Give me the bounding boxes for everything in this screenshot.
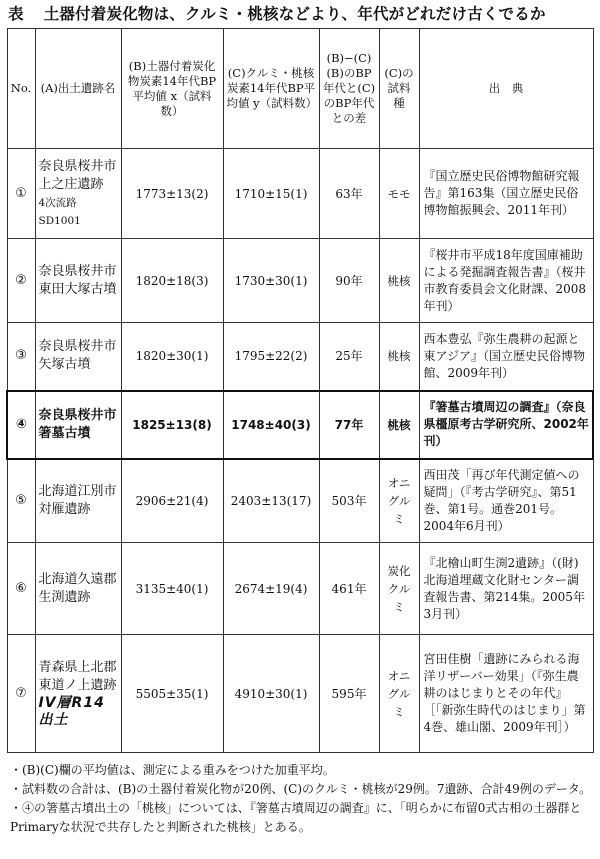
cell-no: ⑦ [7,635,35,753]
table-row [7,149,593,239]
cell-kind: 桃核 [379,323,419,391]
cell-source: 宮田佳樹「遺跡にみられる海洋リザーバー効果」（『弥生農耕のはじまりとその年代』［「新弥生時代のはじまり」第4巻、雄山閣、2009年刊］） [419,635,593,753]
cell-site [35,635,121,753]
header-source: 出 典 [419,29,593,149]
cell-c: 2403±13(17) [223,459,319,543]
title-text: 土器付着炭化物は、クルミ・桃核などより、年代がどれだけ古くでるか [43,5,546,23]
table-row [7,239,593,323]
site-name: 青森県上北郡東道ノ上遺跡 [38,659,117,693]
cell-diff: 503年 [319,459,379,543]
cell-no: ④ [7,391,35,459]
cell-c: 1795±22(2) [223,323,319,391]
cell-diff: 595年 [319,635,379,753]
cell-diff: 77年 [319,391,379,459]
table-title [8,2,592,24]
cell-kind: オニグルミ [379,635,419,753]
table-row [7,459,593,543]
cell-b: 3135±40(1) [121,543,223,635]
cell-no: ⑥ [7,543,35,635]
footnote: ・試料数の合計は、(B)の土器付着炭化物が20例、(C)のクルミ・桃核が29例。7遺跡、合計49例のデータ。 [10,782,592,796]
cell-kind: モモ [379,149,419,239]
header-site: (A)出土遺跡名 [35,29,121,149]
header-no: No. [7,29,35,149]
site-handwritten-note: IV層R14出土 [38,694,105,728]
cell-b: 5505±35(1) [121,635,223,753]
footnote: ・(B)(C)欄の平均値は、測定による重みをつけた加重平均。 [10,763,335,777]
cell-b: 1773±13(2) [121,149,223,239]
cell-source: 西田茂「再び年代測定値への疑問」（『考古学研究』、第51巻、第1号。通巻201号。2004年6月刊） [419,459,593,543]
cell-b: 2906±21(4) [121,459,223,543]
site-sub: 4次流路SD1001 [38,196,81,227]
cell-diff: 63年 [319,149,379,239]
cell-b: 1820±18(3) [121,239,223,323]
cell-c: 1710±15(1) [223,149,319,239]
cell-source: 西本豊弘『弥生農耕の起源と東アジア』（国立歴史民俗博物館、2009年刊） [419,323,593,391]
cell-site [35,149,121,239]
cell-site: 奈良県桜井市箸墓古墳 [35,391,121,459]
cell-kind: オニグルミ [379,459,419,543]
cell-no: ① [7,149,35,239]
cell-b: 1825±13(8) [121,391,223,459]
cell-source: 『桜井市平成18年度国庫補助による発掘調査報告書』（桜井市教育委員会文化財課、2008年刊） [419,239,593,323]
header-b: (B)土器付着炭化物炭素14年代BP平均値 x（試料数） [121,29,223,149]
cell-site: 奈良県桜井市矢塚古墳 [35,323,121,391]
header-kind: (C)の試料種 [379,29,419,149]
cell-no: ② [7,239,35,323]
cell-kind: 桃核 [379,391,419,459]
header-c: (C)クルミ・桃核炭素14年代BP平均値 y（試料数） [223,29,319,149]
data-table [6,28,594,753]
table-row [7,635,593,753]
cell-site: 奈良県桜井市東田大塚古墳 [35,239,121,323]
header-diff: (B)−(C)(B)のBP年代と(C)のBP年代との差 [319,29,379,149]
cell-source: 『箸墓古墳周辺の調査』（奈良県橿原考古学研究所、2002年刊） [419,391,593,459]
cell-diff: 461年 [319,543,379,635]
cell-c: 1748±40(3) [223,391,319,459]
cell-no: ⑤ [7,459,35,543]
cell-kind: 桃核 [379,239,419,323]
cell-diff: 25年 [319,323,379,391]
site-name: 奈良県桜井市上之庄遺跡 [38,158,117,192]
footnotes [10,761,594,837]
cell-c: 4910±30(1) [223,635,319,753]
cell-site: 北海道江別市対雁遺跡 [35,459,121,543]
cell-site: 北海道久遠郡生渕遺跡 [35,543,121,635]
cell-source: 『国立歴史民俗博物館研究報告』第163集（国立歴史民俗博物館振興会、2011年刊） [419,149,593,239]
table-row-highlighted [7,391,593,459]
cell-diff: 90年 [319,239,379,323]
cell-c: 1730±30(1) [223,239,319,323]
cell-c: 2674±19(4) [223,543,319,635]
table-row [7,323,593,391]
cell-source: 『北檜山町生渕2遺跡』（(財)北海道埋蔵文化財センター調査報告書、第214集。2005年3月刊） [419,543,593,635]
cell-no: ③ [7,323,35,391]
title-label: 表 [8,5,24,23]
cell-b: 1820±30(1) [121,323,223,391]
table-row [7,543,593,635]
cell-kind: 炭化クルミ [379,543,419,635]
footnote: ・④の箸墓古墳出土の「桃核」については、『箸墓古墳周辺の調査』に、「明らかに布留0式古相の土器群とPrimaryな状況で共存したと判断された桃核」とある。 [10,801,582,834]
